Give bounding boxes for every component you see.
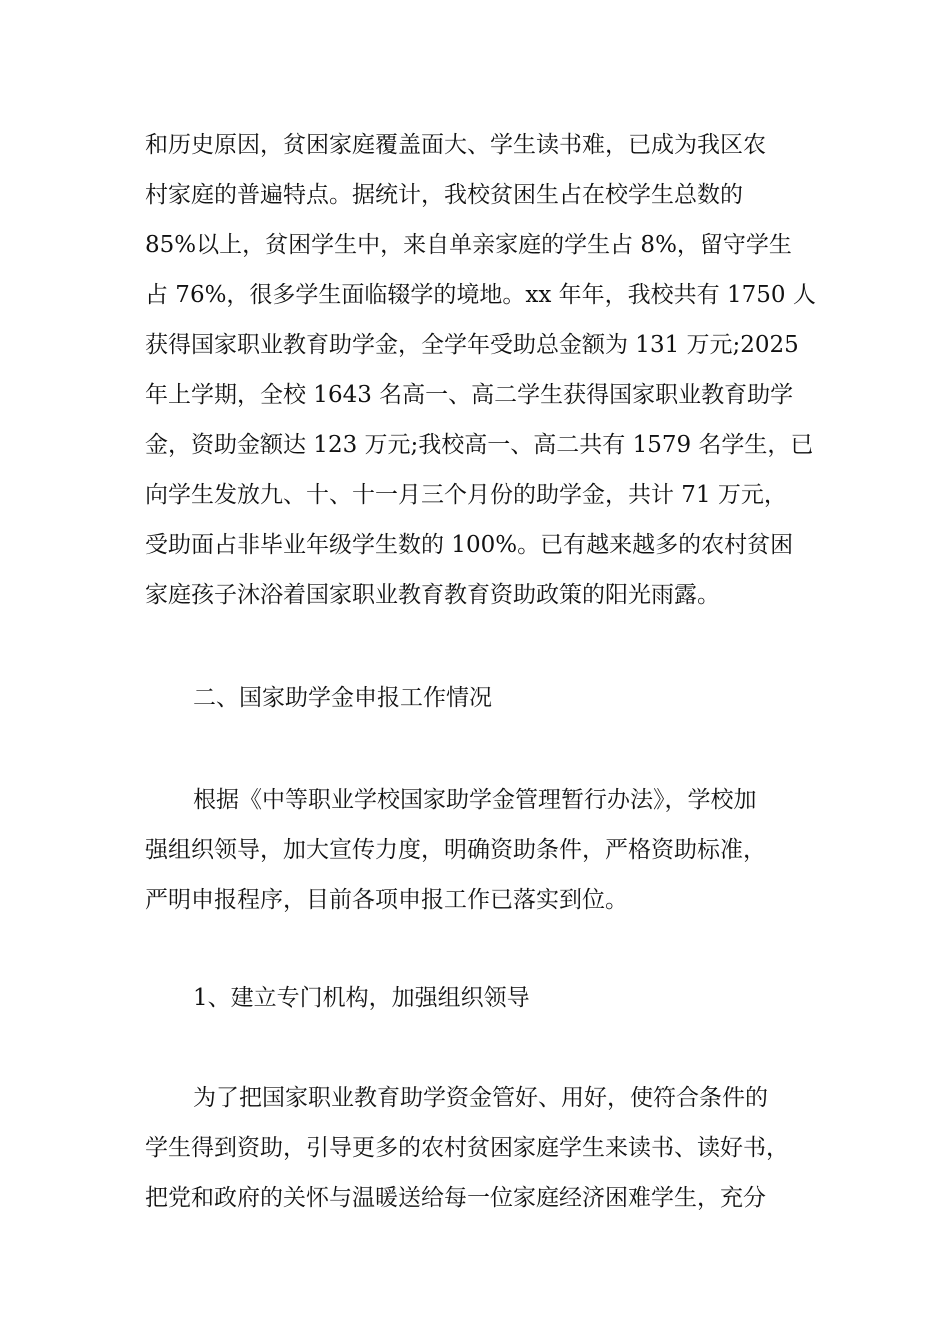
section-heading: 二、国家助学金申报工作情况 [193, 685, 492, 711]
paragraph-line: 家庭孩子沐浴着国家职业教育教育资助政策的阳光雨露。 [145, 582, 720, 608]
subsection-heading-organization [145, 973, 825, 1023]
paragraph-line: 根据《中等职业学校国家助学金管理暂行办法》，学校加 [193, 787, 757, 813]
paragraph-line: 向学生发放九、十、十一月三个月份的助学金，共计 71 万元， [145, 482, 787, 508]
paragraph-line: 受助面占非毕业年级学生数的 100%。已有越来越多的农村贫困 [145, 532, 794, 558]
paragraph-line: 强组织领导，加大宣传力度，明确资助条件，严格资助标准， [145, 837, 766, 863]
section-heading-application-work [145, 673, 825, 723]
paragraph-line: 金，资助金额达 123 万元;我校高一、高二共有 1579 名学生，已 [145, 432, 814, 458]
paragraph-line: 85%以上，贫困学生中，来自单亲家庭的学生占 8%，留守学生 [145, 232, 792, 258]
paragraph-line: 村家庭的普遍特点。据统计，我校贫困生占在校学生总数的 [145, 182, 743, 208]
paragraph-management-measures [145, 775, 825, 925]
paragraph-line: 和历史原因，贫困家庭覆盖面大、学生读书难，已成为我区农 [145, 132, 766, 158]
paragraph-line: 获得国家职业教育助学金，全学年受助总金额为 131 万元;2025 [145, 332, 799, 358]
paragraph-line: 学生得到资助，引导更多的农村贫困家庭学生来读书、读好书， [145, 1135, 789, 1161]
paragraph-line: 为了把国家职业教育助学资金管好、用好，使符合条件的 [193, 1085, 768, 1111]
subsection-heading: 1、建立专门机构，加强组织领导 [193, 985, 530, 1011]
paragraph-line: 占 76%，很多学生面临辍学的境地。xx 年年，我校共有 1750 人 [145, 282, 816, 308]
paragraph-fund-management [145, 1073, 825, 1223]
paragraph-line: 严明申报程序，目前各项申报工作已落实到位。 [145, 887, 628, 913]
paragraph-line: 把党和政府的关怀与温暖送给每一位家庭经济困难学生，充分 [145, 1185, 766, 1211]
paragraph-poverty-statistics [145, 120, 825, 620]
paragraph-line: 年上学期，全校 1643 名高一、高二学生获得国家职业教育助学 [145, 382, 794, 408]
